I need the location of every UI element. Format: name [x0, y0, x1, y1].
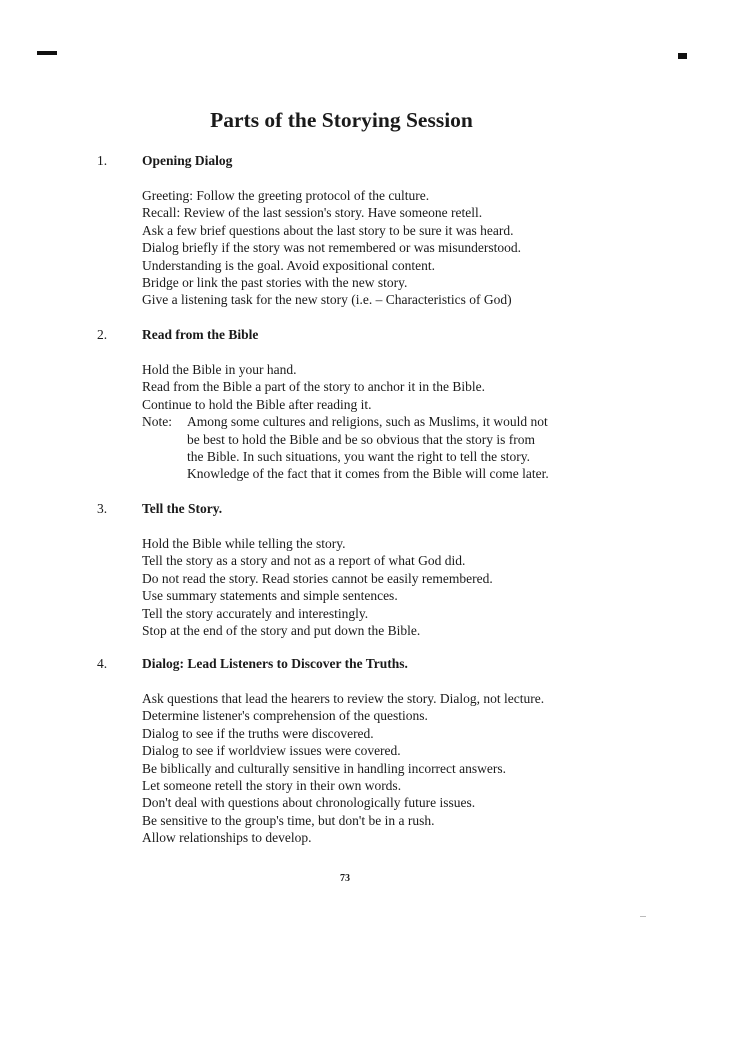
scan-edge-mark [678, 53, 687, 59]
section-line: Stop at the end of the story and put down the Bible. [142, 623, 421, 639]
section-line: Tell the story as a story and not as a report of what God did. [142, 553, 466, 569]
note-label: Note: [142, 414, 172, 430]
section-lines [142, 187, 602, 309]
section-heading: Opening Dialog [142, 153, 233, 168]
page-title: Parts of the Storying Session [210, 108, 473, 132]
section-line: Dialog briefly if the story was not remembered or was misunderstood. [142, 240, 522, 256]
section-lines [142, 361, 602, 483]
scan-speck [640, 916, 646, 917]
section-heading: Read from the Bible [142, 327, 259, 342]
section-line: Tell the story accurately and interestingly. [142, 605, 369, 621]
note-line: the Bible. In such situations, you want the right to tell the story. [187, 449, 530, 465]
section-lines [142, 690, 602, 847]
note-line: Among some cultures and religions, such as Muslims, it would not [187, 414, 548, 430]
section-line: Be biblically and culturally sensitive in handling incorrect answers. [142, 760, 507, 776]
section-line: Dialog to see if the truths were discovered. [142, 725, 374, 741]
section-number: 2. [97, 327, 108, 342]
section-line: Ask a few brief questions about the last story to be sure it was heard. [142, 222, 514, 238]
section-line: Don't deal with questions about chronologically future issues. [142, 795, 476, 811]
note-line: Knowledge of the fact that it comes from the Bible will come later. [187, 466, 549, 482]
section-line: Determine listener's comprehension of the questions. [142, 708, 428, 724]
section-number: 1. [97, 153, 108, 168]
note-line: be best to hold the Bible and be so obvious that the story is from [187, 431, 535, 447]
section-number: 3. [97, 501, 108, 516]
section-line: Dialog to see if worldview issues were covered. [142, 743, 401, 759]
note-block [142, 413, 602, 483]
section-line: Let someone retell the story in their own words. [142, 778, 402, 794]
section-line: Understanding is the goal. Avoid expositional content. [142, 257, 435, 273]
section-line: Bridge or link the past stories with the new story. [142, 275, 408, 291]
section-line: Be sensitive to the group's time, but don't be in a rush. [142, 812, 435, 828]
section-line: Give a listening task for the new story (i.e. – Characteristics of God) [142, 292, 512, 308]
scan-edge-mark [37, 51, 57, 55]
section-line: Continue to hold the Bible after reading it. [142, 396, 372, 412]
section-line: Hold the Bible in your hand. [142, 362, 297, 377]
section-line: Do not read the story. Read stories cannot be easily remembered. [142, 570, 493, 586]
section-line: Recall: Review of the last session's story. Have someone retell. [142, 205, 483, 221]
section-heading: Tell the Story. [142, 501, 223, 516]
section-line: Use summary statements and simple sentences. [142, 588, 398, 604]
section-line: Read from the Bible a part of the story to anchor it in the Bible. [142, 379, 486, 395]
section-lines [142, 535, 602, 639]
section-number: 4. [97, 656, 108, 671]
section-heading: Dialog: Lead Listeners to Discover the Truths. [142, 656, 408, 671]
section-line: Ask questions that lead the hearers to review the story. Dialog, not lecture. [142, 691, 545, 706]
section-line: Allow relationships to develop. [142, 830, 312, 846]
section-line: Greeting: Follow the greeting protocol of the culture. [142, 188, 430, 203]
section-line: Hold the Bible while telling the story. [142, 536, 346, 551]
page-number: 73 [340, 873, 350, 884]
